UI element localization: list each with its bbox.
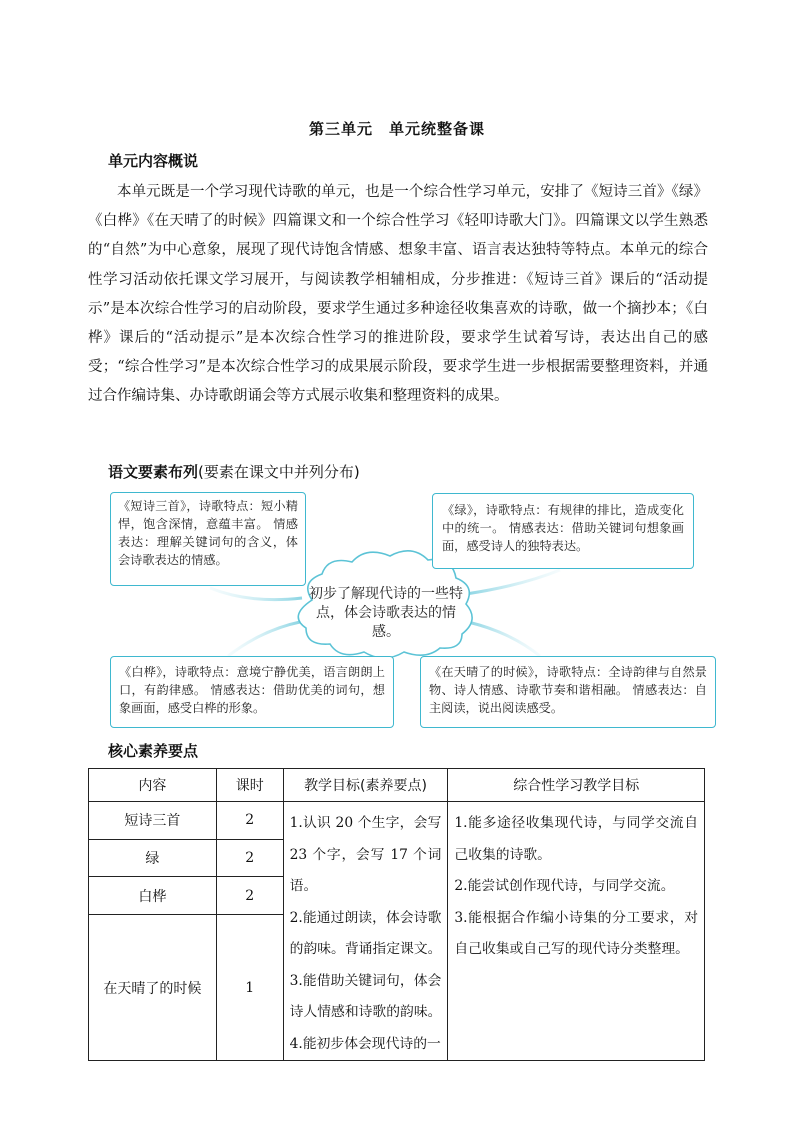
connector-arc-top-left [210,588,302,600]
table-header-row [89,769,705,802]
teaching-goal: 3.能借助关键词句，体会诗人情感和诗歌的韵味。 [289,972,442,1020]
table-header-cell: 内容 [89,769,217,802]
center-cloud-text: 初步了解现代诗的一些特点，体会诗歌表达的情感。 [309,586,463,640]
teaching-goals-cell [283,802,448,1061]
overview-paragraph: 本单元既是一个学习现代诗歌的单元，也是一个综合性学习单元，安排了《短诗三首》《绿》《白桦》《在天晴了的时候》四篇课文和一个综合性学习《轻叩诗歌大门》。四篇课文以学生熟悉的“自然”为中心意象，展现了现代诗饱含情感、想象丰富、语言表达独特等特点。本单元的综合性学习活动依托课文学习展开，与阅读教学相辅相成，分步推进：《短诗三首》课后的“活动提示”是本次综合性学习的启动阶段，要求学生通过多种途径收集喜欢的诗歌，做一个摘抄本；《白桦》课后的“活动提示”是本次综合性学习的推进阶段，要求学生试着写诗，表达出自己的感受；“综合性学习”是本次综合性学习的成果展示阶段，要求学生进一步根据需要整理资料，并通过合作编诗集、办诗歌朗诵会等方式展示收集和整理资料的成果。 [88,184,708,405]
element-box-lv: 《绿》，诗歌特点：有规律的排比，造成变化中的统一。 情感表达：借助关键词句想象画面，感受诗人的独特表达。 [432,493,694,569]
teaching-goal: 1.认识 20 个生字，会写 23 个字，会写 17 个词语。 [289,815,442,894]
section-heading-core: 核心素养要点 [108,742,199,760]
table-header-cell: 教学目标(素养要点) [283,769,448,802]
table-row [89,802,705,840]
section-heading-overview: 单元内容概说 [108,152,199,170]
elements-heading-note: (要素在课文中并列分布) [198,463,360,481]
lesson-name: 白桦 [89,877,217,915]
core-literacy-table [88,768,705,1061]
connector-arc-top-right [466,570,560,594]
comprehensive-goal: 3.能根据合作编小诗集的分工要求，对自己收集或自己写的现代诗分类整理。 [454,909,698,957]
comprehensive-goal: 2.能尝试创作现代诗，与同学交流。 [454,878,675,894]
elements-heading-label: 语文要素布列 [108,463,199,481]
lesson-hours: 2 [216,877,283,915]
table-header-cell: 课时 [216,769,283,802]
table-header-cell: 综合性学习教学目标 [448,769,705,802]
lesson-name: 短诗三首 [89,802,217,840]
lesson-name: 在天晴了的时候 [89,915,217,1061]
comprehensive-goal: 1.能多途径收集现代诗，与同学交流自己收集的诗歌。 [454,815,698,863]
connector-arc-bottom-left [228,622,300,656]
lesson-hours: 2 [216,839,283,877]
connector-arc-bottom-right [468,622,540,656]
page-title: 第三单元 单元统整备课 [308,120,485,138]
teaching-goal: 2.能通过朗读，体会诗歌的韵味。背诵指定课文。 [289,909,442,957]
comprehensive-goals-cell [448,802,705,1061]
lesson-hours: 2 [216,802,283,840]
lesson-name: 绿 [89,839,217,877]
teaching-goal: 4.能初步体会现代诗的一 [289,1035,441,1052]
element-box-tianqing: 《在天晴了的时候》，诗歌特点：全诗韵律与自然景物、诗人情感、诗歌节奏和谐相融。 情感表达：自主阅读，说出阅读感受。 [420,656,716,728]
element-box-baihua: 《白桦》，诗歌特点：意境宁静优美，语言朗朗上口，有韵律感。 情感表达：借助优美的词句，想象画面，感受白桦的形象。 [110,656,394,728]
lesson-hours: 1 [216,915,283,1061]
element-box-duanshi: 《短诗三首》，诗歌特点：短小精悍，饱含深情，意蕴丰富。 情感表达：理解关键词句的含义，体会诗歌表达的情感。 [110,492,306,586]
